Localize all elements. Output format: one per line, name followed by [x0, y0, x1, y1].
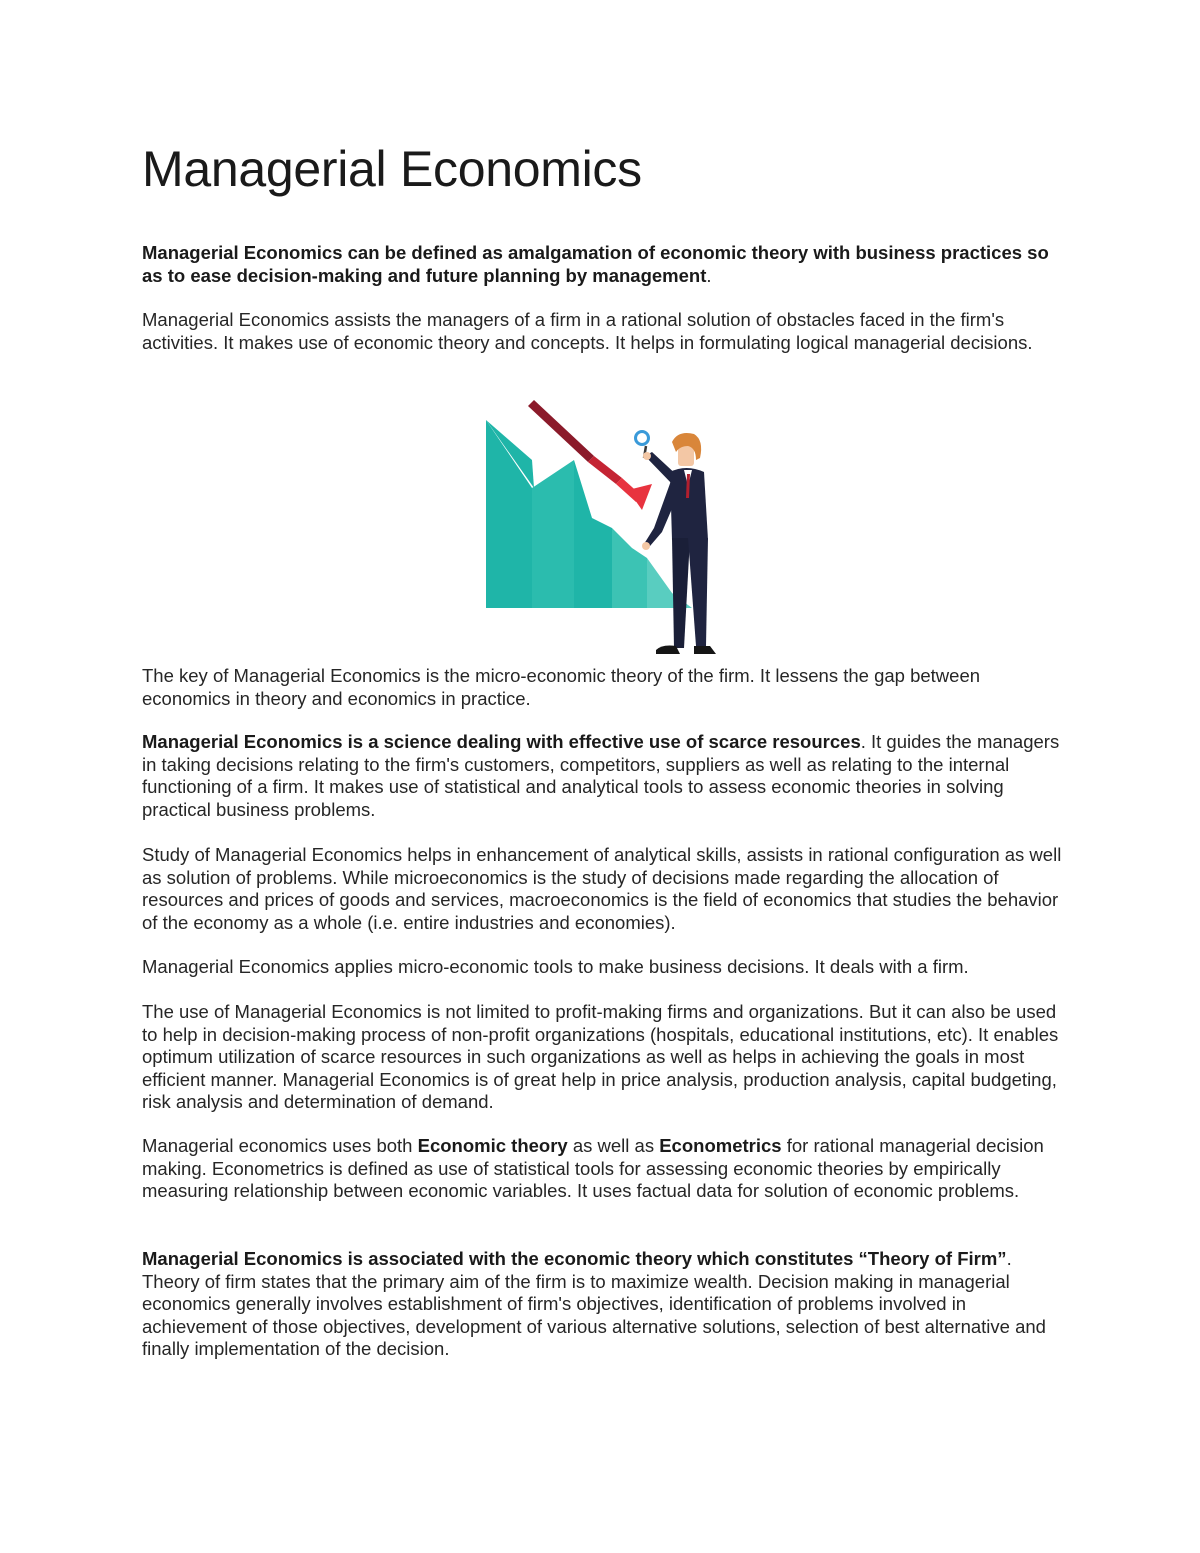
- falling-arrow: [588, 456, 622, 484]
- science-tail: . It guides the managers in taking decisions relating to the firm's customers, competitors, suppliers as well as relating to the internal functioning of a firm. It makes use of statistical and analytical tools to assess economic theories in solving practical business problems.: [142, 731, 1060, 820]
- document-title: Managerial Economics: [142, 141, 642, 197]
- definition-bold-text: Managerial Economics can be defined as amalgamation of economic theory with business practices so as to ease decision-making and future planning by management: [142, 242, 1049, 286]
- econometrics-text: for rational managerial decision making. Econometrics is defined as use of statistical tools for assessing economic theories by empirically measuring relationship between economic variables. It uses factual data for solution of economic problems.: [142, 1135, 1044, 1202]
- chart-area-segment: [532, 460, 574, 608]
- econometrics-text: Managerial economics uses both: [142, 1135, 418, 1156]
- economic-theory-bold: Economic theory: [417, 1135, 568, 1156]
- science-bold-text: Managerial Economics is a science dealing with effective use of scarce resources: [142, 731, 861, 752]
- falling-arrow: [528, 400, 594, 462]
- theory-of-firm-paragraph: [142, 1248, 1062, 1361]
- chart-area-segment: [574, 460, 612, 608]
- chart-area-segment: [612, 528, 647, 608]
- definition-tail: .: [706, 264, 712, 286]
- econometrics-paragraph: [142, 1135, 1062, 1203]
- declining-chart-businessman-icon: [482, 398, 722, 660]
- key-paragraph: The key of Managerial Economics is the micro-economic theory of the firm. It lessens the gap between economics in theory and economics in practice.: [142, 665, 981, 709]
- magnifier-lens: [636, 432, 649, 445]
- econometrics-bold: Econometrics: [659, 1135, 782, 1156]
- science-paragraph: [142, 731, 1062, 821]
- illustration-svg: [482, 398, 722, 660]
- assists-paragraph: Managerial Economics assists the managers of a firm in a rational solution of obstacles faced in the firm's activities. It makes use of economic theory and concepts. It helps in formulating logical managerial decisions.: [142, 309, 1033, 353]
- businessman-leg: [672, 538, 690, 648]
- econometrics-text: as well as: [567, 1135, 660, 1156]
- theory-of-firm-bold-text: Managerial Economics is associated with the economic theory which constitutes “Theory of Firm”: [142, 1248, 1007, 1269]
- applies-paragraph: Managerial Economics applies micro-economic tools to make business decisions. It deals with a firm.: [142, 956, 969, 977]
- definition-paragraph: [142, 242, 1062, 287]
- study-paragraph: Study of Managerial Economics helps in enhancement of analytical skills, assists in rational configuration as well as solution of problems. While microeconomics is the study of decisions made regarding the allocation of resources and prices of goods and services, macroeconomics is the field of economics that studies the behavior of the economy as a whole (i.e. entire industries and economies).: [142, 844, 1062, 933]
- businessman-leg: [688, 538, 708, 646]
- use-paragraph: The use of Managerial Economics is not limited to profit-making firms and organizations. But it can also be used to help in decision-making process of non-profit organizations (hospitals, educational institutions, etc). It enables optimum utilization of scarce resources in such organizations as well as helps in achieving the goals in most efficient manner. Managerial Economics is of great help in price analysis, production analysis, capital budgeting, risk analysis and determination of demand.: [142, 1001, 1059, 1113]
- businessman-shoe: [694, 646, 716, 654]
- theory-of-firm-tail: . Theory of firm states that the primary aim of the firm is to maximize wealth. Decision making in managerial economics generally involves establishment of firm's objectives, identification of problems involved in achievement of those objectives, development of various alternative solutions, selection of best alternative and finally implementation of the decision.: [142, 1248, 1046, 1360]
